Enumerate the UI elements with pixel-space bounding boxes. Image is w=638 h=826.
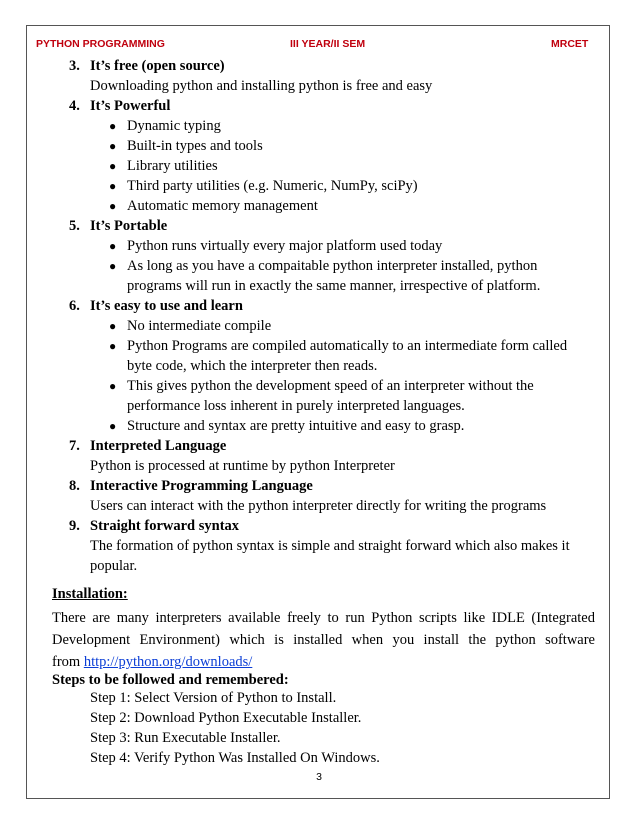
- item-text: Users can interact with the python interpreter directly for writing the programs: [90, 498, 547, 514]
- step-item: Step 3: Run Executable Installer.: [90, 730, 281, 746]
- bullet-icon: ●: [109, 379, 117, 393]
- installation-paragraph-line: There are many interpreters available freely to run Python scripts like IDLE (Integrated: [52, 610, 595, 626]
- item-number: 3.: [69, 58, 80, 74]
- bullet-icon: ●: [109, 259, 117, 273]
- item-text: The formation of python syntax is simple and straight forward which also makes it: [90, 538, 570, 554]
- item-number: 6.: [69, 298, 80, 314]
- bullet-text: As long as you have a compaitable python interpreter installed, python: [127, 258, 538, 274]
- item-number: 9.: [69, 518, 80, 534]
- bullet-text: Python runs virtually every major platform used today: [127, 238, 443, 254]
- python-downloads-link[interactable]: http://python.org/downloads/: [83, 654, 253, 670]
- installation-paragraph-line: Development Environment) which is installed when you install the python software: [52, 632, 595, 648]
- bullet-text: Structure and syntax are pretty intuitive and easy to grasp.: [127, 418, 465, 434]
- bullet-text: Built-in types and tools: [127, 138, 263, 154]
- bullet-text-continued: performance loss inherent in purely interpreted languages.: [127, 398, 465, 414]
- item-text-continued: popular.: [90, 558, 138, 574]
- bullet-icon: ●: [109, 339, 117, 353]
- item-title: Interactive Programming Language: [90, 478, 313, 494]
- item-title: It’s Portable: [90, 218, 168, 234]
- header-course: PYTHON PROGRAMMING: [36, 38, 165, 50]
- from-text: from: [52, 654, 84, 670]
- page-number: 3: [316, 771, 322, 783]
- step-item: Step 1: Select Version of Python to Install.: [90, 690, 337, 706]
- steps-heading: Steps to be followed and remembered:: [52, 672, 289, 688]
- installation-heading: Installation:: [52, 586, 128, 602]
- header-institution: MRCET: [551, 38, 589, 50]
- bullet-text: This gives python the development speed of an interpreter without the: [127, 378, 534, 394]
- bullet-text-continued: programs will run in exactly the same manner, irrespective of platform.: [127, 278, 541, 294]
- bullet-text: Third party utilities (e.g. Numeric, NumPy, sciPy): [127, 178, 418, 194]
- bullet-icon: ●: [109, 139, 117, 153]
- item-title: It’s free (open source): [90, 58, 225, 74]
- bullet-text: Automatic memory management: [127, 198, 318, 214]
- installation-paragraph-line: [52, 652, 252, 672]
- step-item: Step 4: Verify Python Was Installed On Windows.: [90, 750, 380, 766]
- bullet-icon: ●: [109, 119, 117, 133]
- bullet-text: Python Programs are compiled automatically to an intermediate form called: [127, 338, 568, 354]
- bullet-text: Dynamic typing: [127, 118, 221, 134]
- item-number: 7.: [69, 438, 80, 454]
- bullet-icon: ●: [109, 179, 117, 193]
- item-number: 8.: [69, 478, 80, 494]
- bullet-text: No intermediate compile: [127, 318, 272, 334]
- header-year: III YEAR/II SEM: [290, 38, 366, 50]
- item-number: 4.: [69, 98, 80, 114]
- bullet-text: Library utilities: [127, 158, 218, 174]
- item-number: 5.: [69, 218, 80, 234]
- step-item: Step 2: Download Python Executable Installer.: [90, 710, 362, 726]
- bullet-text-continued: byte code, which the interpreter then reads.: [127, 358, 378, 374]
- item-text: Python is processed at runtime by python Interpreter: [90, 458, 395, 474]
- bullet-icon: ●: [109, 419, 117, 433]
- bullet-icon: ●: [109, 159, 117, 173]
- item-title: Straight forward syntax: [90, 518, 240, 534]
- bullet-icon: ●: [109, 199, 117, 213]
- item-title: It’s Powerful: [90, 98, 171, 114]
- item-text: Downloading python and installing python is free and easy: [90, 78, 433, 94]
- item-title: It’s easy to use and learn: [90, 298, 243, 314]
- bullet-icon: ●: [109, 319, 117, 333]
- item-title: Interpreted Language: [90, 438, 227, 454]
- page-header: [0, 38, 638, 54]
- bullet-icon: ●: [109, 239, 117, 253]
